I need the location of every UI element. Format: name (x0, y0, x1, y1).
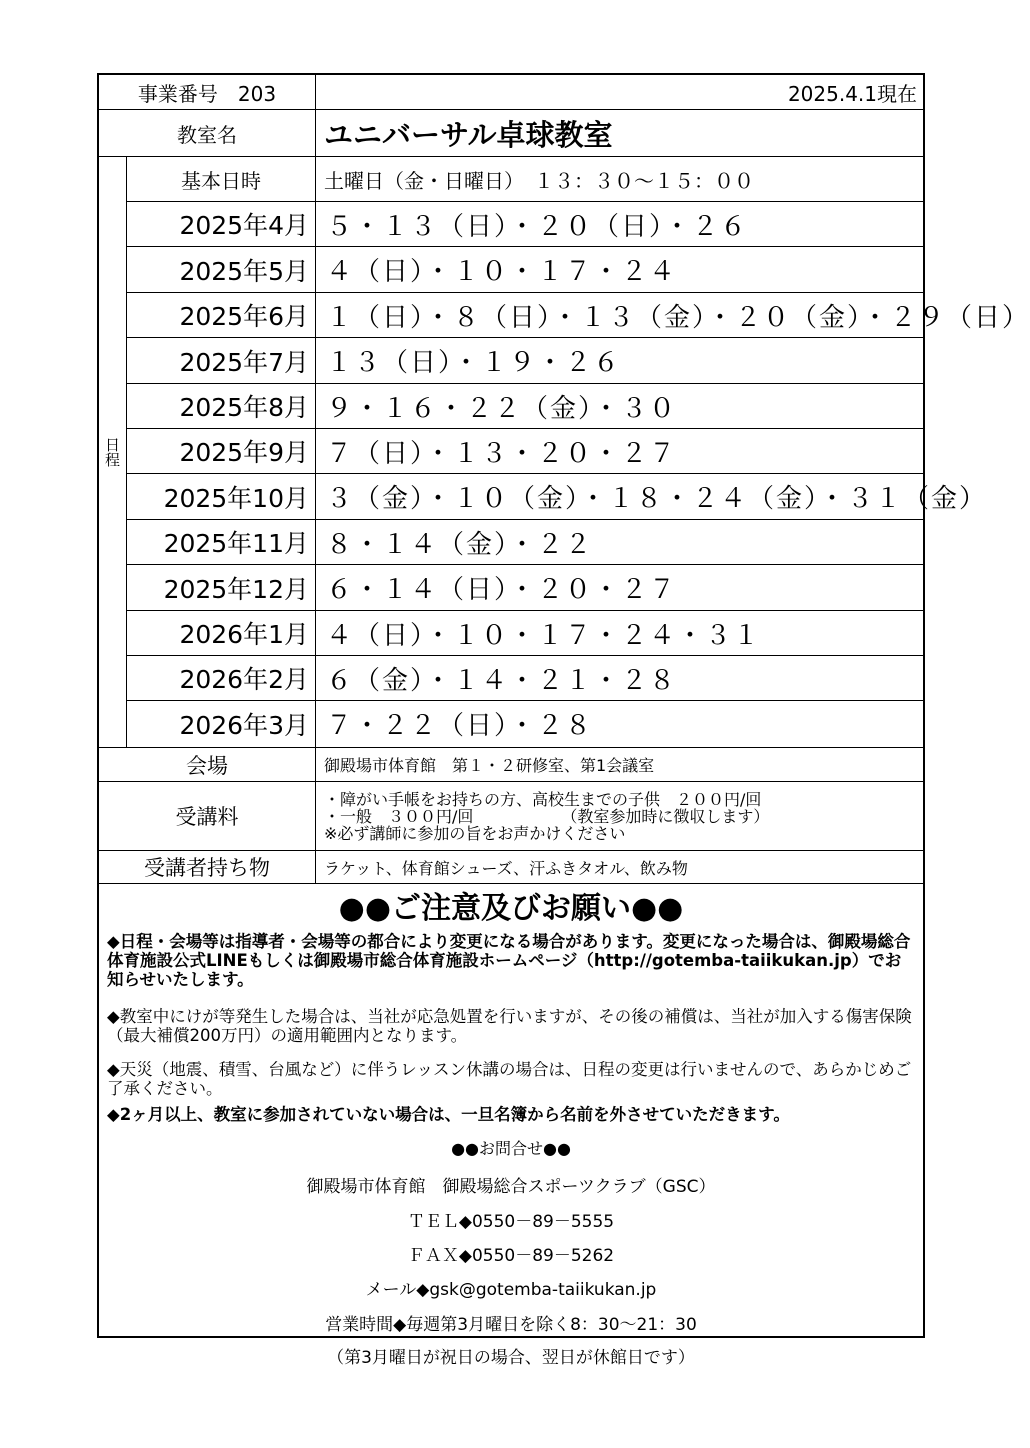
month-label: 2025年5月 (179, 256, 309, 286)
month-label: 2026年2月 (179, 665, 309, 694)
month-label: 2025年12月 (163, 574, 309, 604)
month-label: 2025年4月 (179, 211, 309, 240)
contact-email: メール◆gsk@gotemba-taiikukan.jp (365, 1280, 657, 1300)
class-name-label: 教室名 (177, 122, 237, 147)
notice-title: ●●ご注意及びお願い●● (338, 891, 684, 926)
basic-schedule-value: 土曜日（金・日曜日） １３：３０～１５：００ (324, 168, 754, 193)
month-dates: ４（日）・１０・１７・２４・３１ (326, 620, 762, 651)
month-dates: ３（金）・１０（金）・１８・２４（金）・３１（金） (326, 484, 988, 514)
contact-hours: 営業時間◆毎週第3月曜日を除く8：30～21：30 (325, 1315, 697, 1335)
contact-fax: ＦＡＸ◆0550－89－5262 (407, 1246, 615, 1266)
month-dates: ４（日）・１０・１７・２４ (326, 257, 678, 287)
month-dates: ７（日）・１３・２０・２７ (326, 438, 678, 469)
month-label: 2025年8月 (179, 393, 309, 422)
contact-tel: ＴＥＬ◆0550－89－5555 (407, 1212, 615, 1232)
month-label: 2026年3月 (179, 710, 309, 740)
project-number: 事業番号 203 (137, 81, 277, 106)
fee-label: 受講料 (175, 805, 239, 829)
contact-holiday-note: （第3月曜日が祝日の場合、翌日が休館日です） (327, 1348, 695, 1368)
month-dates: １（日）・８（日）・１３（金）・２０（金）・２９（日） (326, 302, 1030, 333)
basic-schedule-label: 基本日時 (181, 168, 261, 193)
venue-value: 御殿場市体育館 第１・２研修室、第1会議室 (324, 756, 655, 775)
month-dates: １３（日）・１９・２６ (326, 348, 622, 378)
belongings-value: ラケット、体育館シューズ、汗ふきタオル、飲み物 (324, 858, 688, 878)
fee-line-disabled: ・障がい手帳をお持ちの方、高校生までの子供 ２００円/回 (324, 789, 762, 809)
venue-label: 会場 (186, 753, 228, 778)
month-dates: ６（金）・１４・２１・２８ (326, 665, 678, 696)
notice-weather: ◆天災（地震、積雪、台風など）に伴うレッスン休講の場合は、日程の変更は行いませんので、あらかじめご了承ください。 (107, 1060, 912, 1098)
month-label: 2025年9月 (179, 438, 309, 467)
class-name: ユニバーサル卓球教室 (324, 117, 613, 152)
month-dates: ７・２２（日）・２８ (326, 711, 594, 741)
month-label: 2025年11月 (163, 529, 309, 558)
month-dates: ５・１３（日）・２０（日）・２６ (326, 211, 749, 242)
contact-title: ●●お問合せ●● (451, 1139, 571, 1158)
month-label: 2025年10月 (163, 483, 309, 513)
fee-line-note: ※必ず講師に参加の旨をお声かけください (324, 823, 626, 843)
fee-line-general: ・一般 ３００円/回 （教室参加時に徴収します） (324, 806, 770, 826)
month-dates: ６・１４（日）・２０・２７ (326, 575, 678, 605)
notice-absence: ◆2ヶ月以上、教室に参加されていない場合は、一旦名簿から名前を外させていただきます。 (107, 1105, 790, 1124)
schedule-sheet (97, 73, 1030, 1368)
schedule-side-label: 日程 (103, 437, 121, 467)
notice-schedule-change: ◆日程・会場等は指導者・会場等の都合により変更になる場合があります。変更になった場合は、御殿場総合体育施設公式LINEもしくは御殿場市総合体育施設ホームページ（http://gotemba-taiikukan.jp）でお知らせいたします。 (107, 932, 911, 989)
fee-details (316, 782, 923, 850)
contact-organization: 御殿場市体育館 御殿場総合スポーツクラブ（GSC） (306, 1177, 716, 1197)
month-dates: ９・１６・２２（金）・３０ (326, 393, 678, 424)
notice-injury: ◆教室中にけが等発生した場合は、当社が応急処置を行いますが、その後の補償は、当社が加入する傷害保険（最大補償200万円）の適用範囲内となります。 (107, 1007, 912, 1045)
month-dates: ８・１４（金）・２２ (326, 529, 594, 560)
as-of-date: 2025.4.1現在 (787, 81, 917, 106)
month-label: 2025年7月 (179, 347, 309, 377)
belongings-label: 受講者持ち物 (144, 856, 270, 880)
month-label: 2025年6月 (179, 302, 309, 331)
month-label: 2026年1月 (179, 620, 309, 649)
